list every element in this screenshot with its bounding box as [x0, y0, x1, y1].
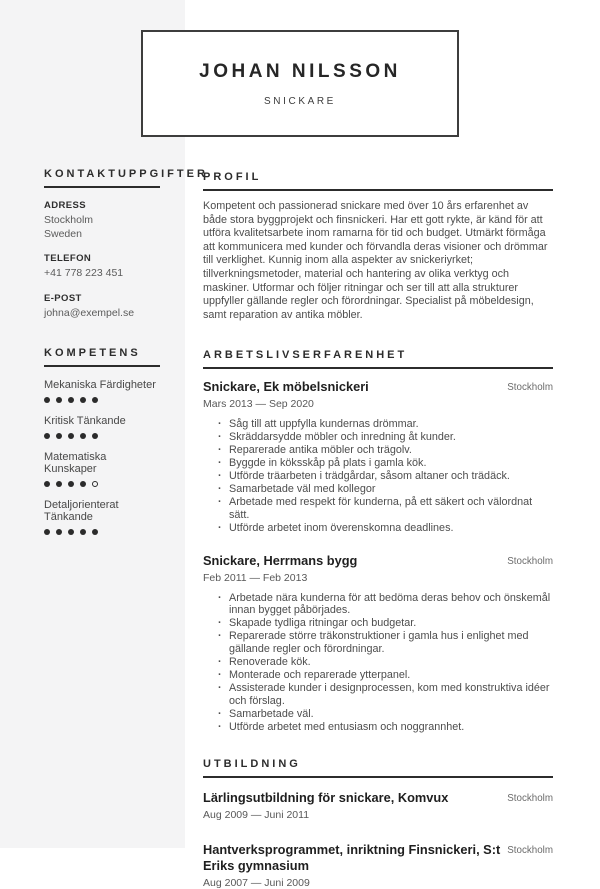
- bullet-item: · Utförde arbetet inom överenskomna deadlines.: [229, 522, 553, 535]
- education-section: [203, 758, 553, 889]
- contact-section: [44, 168, 208, 320]
- job-bullet-list: [203, 418, 553, 534]
- rating-dot-filled: [44, 529, 50, 535]
- skill-item: [44, 499, 160, 535]
- job-entry: [203, 553, 553, 734]
- bullet-item: · Utförde arbetet med entusiasm och noggrannhet.: [229, 721, 553, 734]
- skill-name: Kritisk Tänkande: [44, 415, 126, 427]
- rating-dot-filled: [68, 397, 74, 403]
- contact-group-email: [44, 293, 160, 321]
- job-bullet-list: [203, 592, 553, 734]
- skill-item: [44, 451, 160, 487]
- education-period: Aug 2007 — Juni 2009: [203, 877, 310, 889]
- rating-dot-filled: [56, 481, 62, 487]
- education-title: Hantverksprogrammet, inriktning Finsnickeri, S:t Eriks gymnasium: [203, 842, 501, 874]
- rating-dot-filled: [80, 529, 86, 535]
- bullet-item: · Reparerade antika möbler och trägolv.: [229, 444, 553, 457]
- skill-rating-dots: [44, 481, 160, 487]
- experience-section-heading: ARBETSLIVSERFARENHET: [203, 349, 553, 369]
- education-header: [203, 790, 553, 806]
- bullet-item: · Reparerade större träkonstruktioner i gamla hus i enlighet med gällande regler och förordningar.: [229, 630, 553, 656]
- bullet-item: · Samarbetade väl med kollegor: [229, 483, 553, 496]
- bullet-item: · Monterade och reparerade ytterpanel.: [229, 669, 553, 682]
- sidebar-column: [0, 168, 208, 889]
- job-location: Stockholm: [507, 382, 553, 394]
- candidate-name: JOHAN NILSSON: [199, 60, 401, 82]
- header-name-box: [141, 30, 459, 137]
- contact-label-address: ADRESS: [44, 200, 86, 211]
- rating-dot-filled: [44, 481, 50, 487]
- skills-section: [44, 347, 160, 535]
- job-entry: [203, 379, 553, 534]
- education-title: Lärlingsutbildning för snickare, Komvux: [203, 790, 449, 806]
- education-entry: [203, 790, 553, 821]
- skills-section-heading: KOMPETENS: [44, 347, 160, 367]
- job-header: [203, 379, 553, 395]
- bullet-item: · Byggde in köksskåp på plats i gamla kök.: [229, 457, 553, 470]
- rating-dot-filled: [92, 529, 98, 535]
- contact-section-heading: KONTAKTUPPGIFTER: [44, 168, 160, 188]
- rating-dot-filled: [80, 433, 86, 439]
- bullet-item: · Utförde träarbeten i trädgårdar, såsom altaner och trädäck.: [229, 470, 553, 483]
- contact-group-phone: [44, 253, 160, 281]
- skill-item: [44, 379, 160, 403]
- rating-dot-filled: [80, 397, 86, 403]
- bullet-item: · Skapade tydliga ritningar och budgetar.: [229, 617, 553, 630]
- bullet-item: · Skräddarsydde möbler och inredning åt kunder.: [229, 431, 553, 444]
- contact-value-country: Sweden: [44, 227, 82, 240]
- bullet-item: · Samarbetade väl.: [229, 708, 553, 721]
- education-entry: [203, 842, 553, 889]
- job-period: Mars 2013 — Sep 2020: [203, 398, 314, 411]
- rating-dot-filled: [68, 481, 74, 487]
- contact-value-phone: +41 778 223 451: [44, 267, 124, 279]
- education-section-heading: UTBILDNING: [203, 758, 553, 778]
- main-column: [185, 168, 600, 889]
- bullet-item: · Arbetade nära kunderna för att bedöma deras behov och önskemål innan bygget påbörjades.: [229, 592, 553, 618]
- contact-label-phone: TELEFON: [44, 253, 92, 264]
- skill-name: Mekaniska Färdigheter: [44, 379, 156, 391]
- rating-dot-filled: [56, 433, 62, 439]
- skill-name: Matematiska Kunskaper: [44, 451, 107, 475]
- job-header: [203, 553, 553, 569]
- job-period: Feb 2011 — Feb 2013: [203, 571, 308, 584]
- bullet-item: · Arbetade med respekt för kunderna, på ett säkert och välordnat sätt.: [229, 496, 553, 522]
- rating-dot-filled: [92, 433, 98, 439]
- rating-dot-filled: [92, 397, 98, 403]
- bullet-item: · Såg till att uppfylla kundernas drömmar.: [229, 418, 553, 431]
- contact-label-email: E-POST: [44, 292, 82, 304]
- profile-summary-text: Kompetent och passionerad snickare med över 10 års erfarenhet av både stora byggprojekt och finsnickeri. Har ett gott rykte, är känd för att utföra kvalitetsarbete inom ramarna för tid och budget. Utmärkt förmåga att kommunicera med kunder och förvandla deras visioner och drömmar till verklighet. Kunnig inom alla aspekter av snickeriyrket; tillverkningsmetoder, material och hantering av olika verktyg och maskiner. Utformar och följer ritningar och ser till att alla strukturer uppfyller gällande regler och förordningar. Specialist på möbeldesign, samt reparation av antika möbler.: [203, 200, 548, 321]
- profile-section: [203, 171, 553, 322]
- candidate-job-title: SNICKARE: [264, 95, 336, 107]
- experience-section: [203, 349, 553, 733]
- rating-dot-filled: [68, 529, 74, 535]
- rating-dot-filled: [80, 481, 86, 487]
- rating-dot-empty: [92, 481, 98, 487]
- profile-section-heading: PROFIL: [203, 171, 553, 191]
- bullet-item: · Renoverade kök.: [229, 656, 553, 669]
- job-title: Snickare, Herrmans bygg: [203, 552, 358, 568]
- skill-rating-dots: [44, 397, 160, 403]
- rating-dot-filled: [56, 529, 62, 535]
- job-title: Snickare, Ek möbelsnickeri: [203, 379, 369, 395]
- rating-dot-filled: [68, 433, 74, 439]
- contact-group-address: [44, 200, 160, 241]
- skill-rating-dots: [44, 529, 160, 535]
- skill-name: Detaljorienterat Tänkande: [44, 499, 119, 523]
- skill-rating-dots: [44, 433, 160, 439]
- job-location: Stockholm: [507, 555, 553, 567]
- education-location: Stockholm: [507, 845, 553, 857]
- skill-item: [44, 415, 160, 439]
- contact-value-email: johna@exempel.se: [44, 306, 135, 319]
- bullet-item: · Assisterade kunder i designprocessen, kom med konstruktiva idéer och förslag.: [229, 682, 553, 708]
- education-period: Aug 2009 — Juni 2011: [203, 809, 310, 822]
- rating-dot-filled: [44, 397, 50, 403]
- contact-value-city: Stockholm: [44, 214, 94, 226]
- education-header: [203, 842, 553, 874]
- education-location: Stockholm: [507, 793, 553, 805]
- rating-dot-filled: [56, 397, 62, 403]
- rating-dot-filled: [44, 433, 50, 439]
